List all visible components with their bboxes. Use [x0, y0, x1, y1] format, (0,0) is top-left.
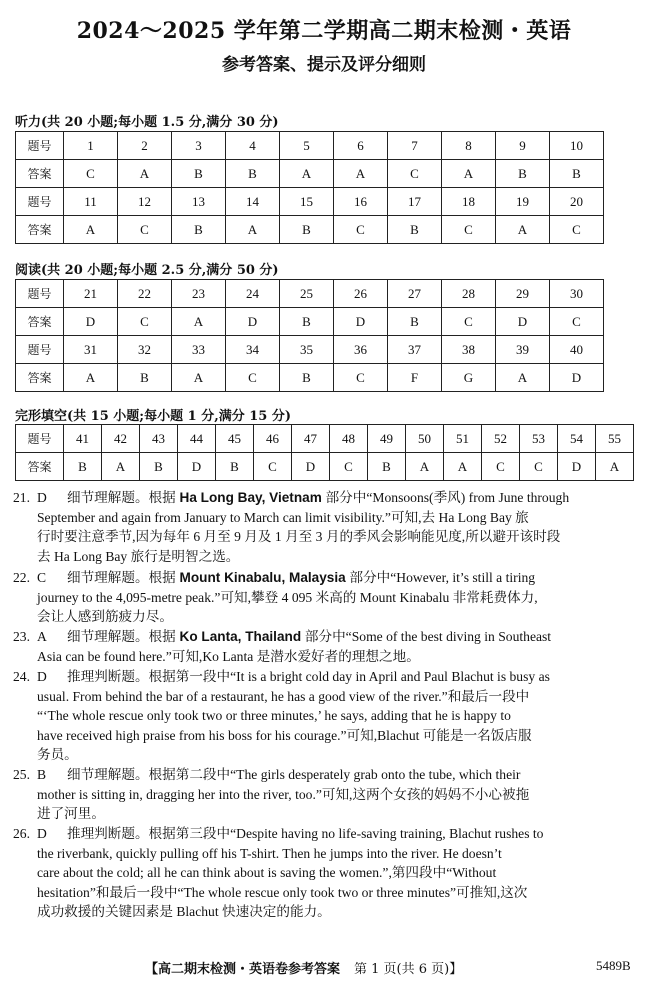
table-cell: 30: [550, 280, 604, 308]
table-row: [16, 188, 604, 216]
table-cell: C: [550, 216, 604, 244]
table-cell: 45: [216, 425, 254, 453]
explanation-item: [13, 488, 637, 566]
table-cell: 35: [280, 336, 334, 364]
explanation-first-line: [13, 765, 637, 785]
table-cell: 5: [280, 132, 334, 160]
table-cell: A: [444, 453, 482, 481]
table-cell: 21: [64, 280, 118, 308]
explanation-line: 去 Ha Long Bay 旅行是明智之选。: [37, 548, 240, 564]
table-row: [16, 425, 634, 453]
source-section: Ko Lanta, Thailand: [175, 629, 305, 644]
table-cell: 28: [442, 280, 496, 308]
explanation-first-line: [13, 568, 637, 588]
explanation-line: hesitation”和最后一段中“The whole rescue only took two or three minutes”可推知,这次: [37, 884, 528, 900]
explanation-rest: 部分中“Monsoons(季风) from June through: [325, 490, 570, 505]
table-cell: A: [172, 364, 226, 392]
row-header-cell: 题号: [16, 425, 64, 453]
explanation-line: 进了河里。: [37, 806, 105, 822]
table-cell: A: [64, 216, 118, 244]
explanation-line: care about the cold; all he can think about is saving the women.”,第四段中“Without: [37, 865, 497, 881]
table-cell: A: [118, 160, 172, 188]
table-cell: 13: [172, 188, 226, 216]
explanation-lead: 推理判断题。根据第一段中“It is a bright cold day in April and Paul Blachut is busy as: [67, 669, 550, 684]
cloze-answer-table: [15, 424, 634, 481]
table-cell: G: [442, 364, 496, 392]
table-cell: 54: [558, 425, 596, 453]
question-number: 24.: [13, 669, 30, 684]
table-cell: A: [64, 364, 118, 392]
question-number: 26.: [13, 826, 30, 841]
table-cell: 26: [334, 280, 388, 308]
table-cell: 24: [226, 280, 280, 308]
table-cell: 22: [118, 280, 172, 308]
table-cell: A: [172, 308, 226, 336]
table-cell: 27: [388, 280, 442, 308]
table-cell: 48: [330, 425, 368, 453]
table-row: [16, 160, 604, 188]
explanation-lead: 细节理解题。根据第二段中“The girls desperately grab onto the tube, which their: [67, 767, 521, 782]
table-cell: D: [226, 308, 280, 336]
table-cell: 32: [118, 336, 172, 364]
table-cell: C: [254, 453, 292, 481]
table-cell: A: [226, 216, 280, 244]
table-cell: B: [496, 160, 550, 188]
source-section: Mount Kinabalu, Malaysia: [175, 570, 350, 585]
table-cell: B: [140, 453, 178, 481]
table-cell: 39: [496, 336, 550, 364]
explanation-first-line: [13, 488, 637, 508]
page-subtitle: 参考答案、提示及评分细则: [222, 55, 426, 75]
explanation-line: journey to the 4,095-metre peak.”可知,攀登 4 095 米高的 Mount Kinabalu 非常耗费体力,: [37, 589, 538, 605]
table-cell: 33: [172, 336, 226, 364]
table-cell: C: [118, 216, 172, 244]
table-cell: C: [330, 453, 368, 481]
table-cell: C: [334, 216, 388, 244]
table-cell: B: [280, 364, 334, 392]
table-cell: D: [496, 308, 550, 336]
table-cell: C: [226, 364, 280, 392]
table-cell: B: [388, 216, 442, 244]
table-cell: C: [550, 308, 604, 336]
table-cell: 55: [596, 425, 634, 453]
explanation-lead: 细节理解题。根据: [67, 629, 176, 644]
page-title: 2024～2025 学年第二学期高二期末检测・英语: [76, 18, 572, 44]
answer-letter: C: [37, 570, 47, 585]
explanation-line: 行时要注意季节,因为每年 6 月至 9 月及 1 月至 3 月的季风会影响能见度,所以避开该时段: [37, 529, 561, 545]
table-cell: A: [102, 453, 140, 481]
table-cell: B: [368, 453, 406, 481]
row-header-cell: 答案: [16, 308, 64, 336]
reading-heading: 阅读(共 20 小题;每小题 2.5 分,满分 50 分): [15, 263, 279, 278]
table-cell: C: [64, 160, 118, 188]
table-cell: 50: [406, 425, 444, 453]
row-header-cell: 题号: [16, 280, 64, 308]
explanation-lead: 推理判断题。根据第三段中“Despite having no life-saving training, Blachut rushes to: [67, 826, 544, 841]
table-cell: A: [496, 364, 550, 392]
table-cell: 10: [550, 132, 604, 160]
explanation-rest: 部分中“However, it’s still a tiring: [349, 570, 536, 585]
table-cell: B: [280, 216, 334, 244]
table-cell: D: [558, 453, 596, 481]
table-cell: B: [172, 160, 226, 188]
cloze-heading: 完形填空(共 15 小题;每小题 1 分,满分 15 分): [15, 409, 292, 424]
table-cell: B: [118, 364, 172, 392]
table-cell: B: [226, 160, 280, 188]
explanation-lead: 细节理解题。根据: [67, 570, 176, 585]
answer-letter: D: [37, 490, 47, 505]
table-cell: C: [388, 160, 442, 188]
table-cell: B: [280, 308, 334, 336]
table-row: [16, 364, 604, 392]
table-row: [16, 308, 604, 336]
explanation-line: 会让人感到筋疲力尽。: [37, 609, 173, 625]
table-cell: 20: [550, 188, 604, 216]
table-cell: 15: [280, 188, 334, 216]
table-cell: C: [442, 308, 496, 336]
explanation-line: “‘The whole rescue only took two or three minutes,’ he says, adding that he is happy to: [37, 708, 511, 724]
table-cell: 8: [442, 132, 496, 160]
row-header-cell: 题号: [16, 336, 64, 364]
explanation-lead: 细节理解题。根据: [67, 490, 176, 505]
table-cell: 6: [334, 132, 388, 160]
table-row: [16, 336, 604, 364]
explanation-line: usual. From behind the bar of a restaurant, he has a good view of the river.”和最后一段中: [37, 688, 530, 704]
answer-letter: D: [37, 826, 47, 841]
explanation-line: the riverbank, quickly pulling off his T-shirt. Then he jumps into the river. He doesn’t: [37, 845, 502, 861]
table-cell: 2: [118, 132, 172, 160]
table-cell: 34: [226, 336, 280, 364]
table-cell: C: [482, 453, 520, 481]
table-cell: 52: [482, 425, 520, 453]
table-cell: 1: [64, 132, 118, 160]
table-cell: 9: [496, 132, 550, 160]
footer-code: 5489B: [596, 958, 631, 973]
table-cell: B: [172, 216, 226, 244]
table-row: [16, 280, 604, 308]
table-cell: 25: [280, 280, 334, 308]
table-cell: 37: [388, 336, 442, 364]
row-header-cell: 答案: [16, 453, 64, 481]
table-cell: 16: [334, 188, 388, 216]
question-number: 21.: [13, 490, 30, 505]
table-cell: 3: [172, 132, 226, 160]
table-cell: F: [388, 364, 442, 392]
explanation-item: [13, 568, 637, 627]
table-cell: C: [334, 364, 388, 392]
table-cell: 36: [334, 336, 388, 364]
table-cell: D: [334, 308, 388, 336]
table-cell: 7: [388, 132, 442, 160]
table-cell: A: [596, 453, 634, 481]
table-cell: 31: [64, 336, 118, 364]
table-cell: B: [550, 160, 604, 188]
table-cell: A: [280, 160, 334, 188]
table-cell: 19: [496, 188, 550, 216]
listening-answer-table: [15, 131, 604, 244]
table-cell: 40: [550, 336, 604, 364]
table-cell: D: [178, 453, 216, 481]
reading-answer-table: [15, 279, 604, 392]
answer-letter: A: [37, 629, 47, 644]
explanation-line: Asia can be found here.”可知,Ko Lanta 是潜水爱好者的理想之地。: [37, 648, 420, 664]
explanation-first-line: [13, 824, 637, 844]
explanation-first-line: [13, 627, 637, 647]
answer-letter: D: [37, 669, 47, 684]
table-cell: 53: [520, 425, 558, 453]
footer-label: [145, 958, 462, 977]
question-number: 22.: [13, 570, 30, 585]
table-cell: 49: [368, 425, 406, 453]
table-cell: 41: [64, 425, 102, 453]
table-cell: 4: [226, 132, 280, 160]
row-header-cell: 题号: [16, 188, 64, 216]
table-cell: A: [442, 160, 496, 188]
table-cell: 14: [226, 188, 280, 216]
footer-title: 【高二期末检测・英语卷参考答案: [145, 962, 341, 977]
table-cell: 43: [140, 425, 178, 453]
explanation-line: 务员。: [37, 747, 78, 763]
table-cell: B: [388, 308, 442, 336]
table-cell: A: [496, 216, 550, 244]
explanation-line: 成功救援的关键因素是 Blachut 快速决定的能力。: [37, 904, 331, 920]
table-cell: 12: [118, 188, 172, 216]
explanation-item: [13, 824, 637, 922]
table-cell: D: [550, 364, 604, 392]
table-cell: 51: [444, 425, 482, 453]
row-header-cell: 答案: [16, 364, 64, 392]
table-cell: C: [118, 308, 172, 336]
table-cell: C: [520, 453, 558, 481]
table-cell: 23: [172, 280, 226, 308]
table-cell: 42: [102, 425, 140, 453]
footer-page: 第 1 页(共 6 页)】: [354, 962, 463, 977]
question-number: 23.: [13, 629, 30, 644]
table-cell: 18: [442, 188, 496, 216]
explanation-line: September and again from January to March can limit visibility.”可知,去 Ha Long Bay 旅: [37, 509, 529, 525]
table-cell: 47: [292, 425, 330, 453]
explanation-item: [13, 765, 637, 824]
table-cell: A: [406, 453, 444, 481]
row-header-cell: 题号: [16, 132, 64, 160]
table-cell: 29: [496, 280, 550, 308]
row-header-cell: 答案: [16, 216, 64, 244]
row-header-cell: 答案: [16, 160, 64, 188]
table-cell: B: [64, 453, 102, 481]
explanation-line: mother is sitting in, dragging her into the river, too.”可知,这两个女孩的妈妈不小心被拖: [37, 786, 530, 802]
question-number: 25.: [13, 767, 30, 782]
table-row: [16, 216, 604, 244]
explanation-first-line: [13, 667, 637, 687]
table-cell: 17: [388, 188, 442, 216]
source-section: Ha Long Bay, Vietnam: [175, 490, 326, 505]
table-cell: 46: [254, 425, 292, 453]
table-cell: D: [292, 453, 330, 481]
table-cell: A: [334, 160, 388, 188]
table-cell: B: [216, 453, 254, 481]
table-row: [16, 132, 604, 160]
explanation-rest: 部分中“Some of the best diving in Southeast: [304, 629, 552, 644]
answer-letter: B: [37, 767, 47, 782]
table-cell: C: [442, 216, 496, 244]
table-cell: 44: [178, 425, 216, 453]
explanation-line: have received high praise from his boss for his courage.”可知,Blachut 可能是一名饭店服: [37, 727, 532, 743]
explanation-item: [13, 627, 637, 666]
table-cell: 11: [64, 188, 118, 216]
table-cell: 38: [442, 336, 496, 364]
listening-heading: 听力(共 20 小题;每小题 1.5 分,满分 30 分): [15, 115, 279, 130]
explanation-item: [13, 667, 637, 765]
table-row: [16, 453, 634, 481]
table-cell: D: [64, 308, 118, 336]
